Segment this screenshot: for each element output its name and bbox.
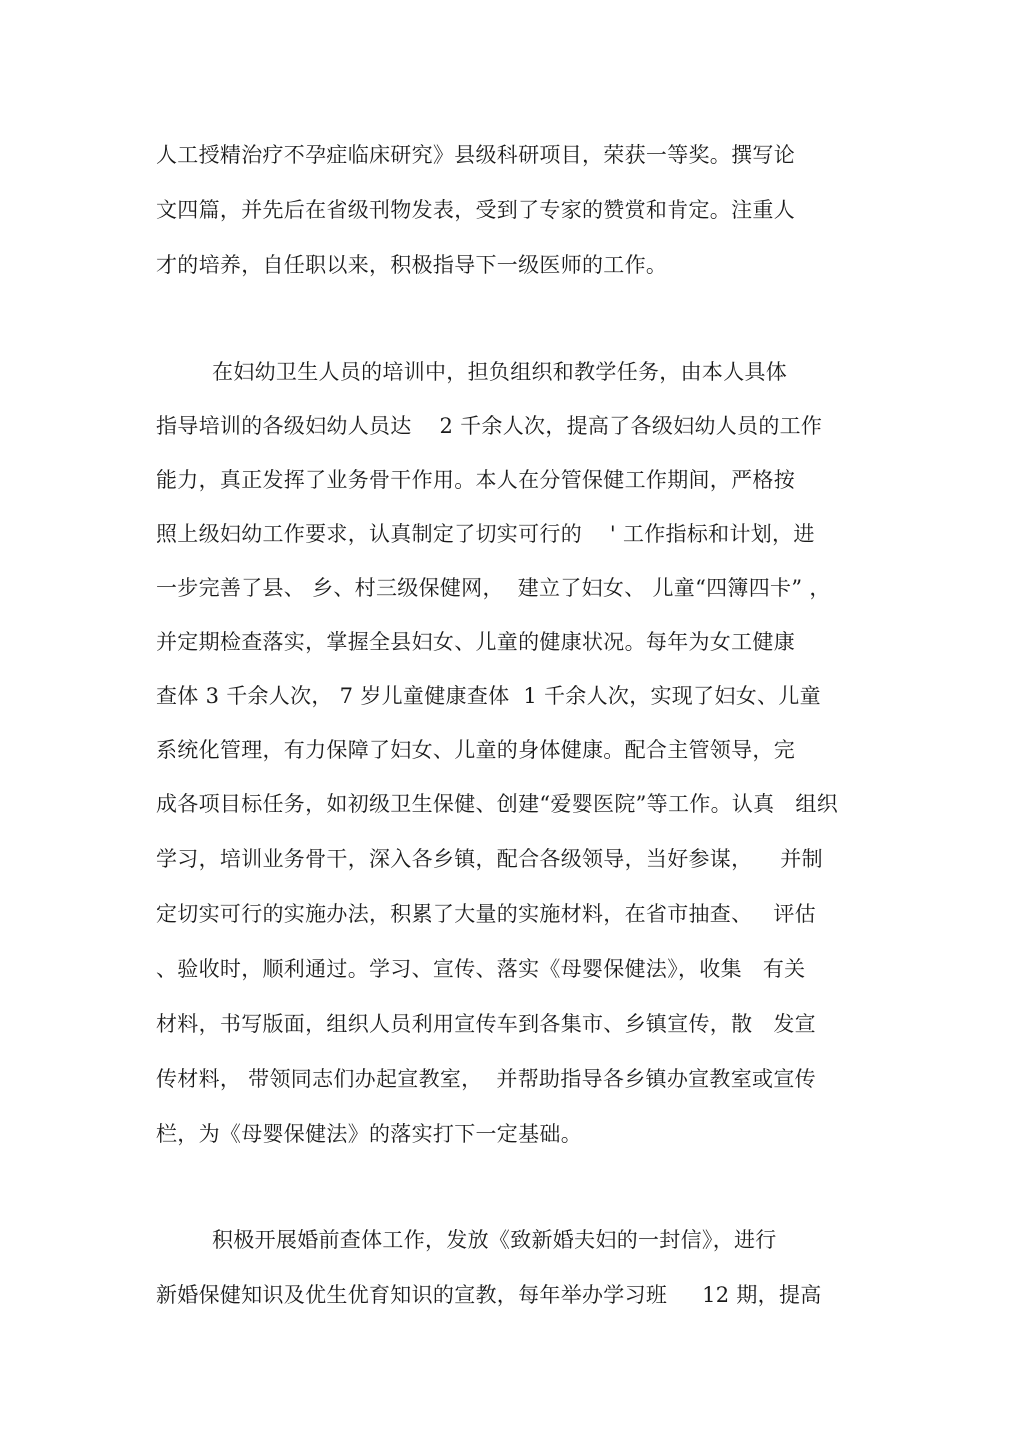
paragraph-3-line-2: 新婚保健知识及优生优育知识的宣教，每年举办学习班 12 期，提高 — [156, 1283, 822, 1307]
paragraph-2-line-12: 、验收时，顺利通过。学习、宣传、落实《母婴保健法》，收集 有关 — [156, 957, 806, 981]
paragraph-2-line-6: 并定期检查落实，掌握全县妇女、儿童的健康状况。每年为女工健康 — [156, 630, 795, 654]
paragraph-1-line-1: 人工授精治疗不孕症临床研究》县级科研项目，荣获一等奖。撰写论 — [156, 143, 795, 167]
paragraph-2-line-1: 在妇幼卫生人员的培训中，担负组织和教学任务，由本人具体 — [212, 360, 788, 384]
paragraph-2-line-7: 查体 3 千余人次， 7 岁儿童健康查体 1 千余人次，实现了妇女、儿童 — [156, 684, 821, 708]
paragraph-1-line-3: 才的培养，自任职以来，积极指导下一级医师的工作。 — [156, 253, 668, 277]
paragraph-2-line-4: 照上级妇幼工作要求，认真制定了切实可行的 ' 工作指标和计划，进 — [156, 522, 815, 546]
paragraph-2-line-5: 一步完善了县、 乡、村三级保健网， 建立了妇女、 儿童“四簿四卡” ， — [156, 576, 831, 600]
paragraph-2-line-2: 指导培训的各级妇幼人员达 2 千余人次，提高了各级妇幼人员的工作 — [156, 414, 823, 438]
paragraph-2-line-15: 栏，为《母婴保健法》的落实打下一定基础。 — [156, 1122, 582, 1146]
paragraph-2-line-8: 系统化管理，有力保障了妇女、儿童的身体健康。配合主管领导，完 — [156, 738, 795, 762]
paragraph-2-line-11: 定切实可行的实施办法，积累了大量的实施材料，在省市抽查、 评估 — [156, 902, 816, 926]
paragraph-2-line-14: 传材料， 带领同志们办起宣教室， 并帮助指导各乡镇办宣教室或宣传 — [156, 1067, 816, 1091]
paragraph-2-line-10: 学习，培训业务骨干，深入各乡镇，配合各级领导，当好参谋， 并制 — [156, 847, 823, 871]
paragraph-1-line-2: 文四篇，并先后在省级刊物发表，受到了专家的赞赏和肯定。注重人 — [156, 198, 795, 222]
paragraph-2-line-3: 能力，真正发挥了业务骨干作用。本人在分管保健工作期间，严格按 — [156, 468, 795, 492]
paragraph-2-line-9: 成各项目标任务，如初级卫生保健、创建“爱婴医院”等工作。认真 组织 — [156, 792, 838, 816]
paragraph-3-line-1: 积极开展婚前查体工作，发放《致新婚夫妇的一封信》，进行 — [212, 1228, 777, 1252]
paragraph-2-line-13: 材料，书写版面，组织人员利用宣传车到各集市、乡镇宣传，散 发宣 — [156, 1012, 816, 1036]
